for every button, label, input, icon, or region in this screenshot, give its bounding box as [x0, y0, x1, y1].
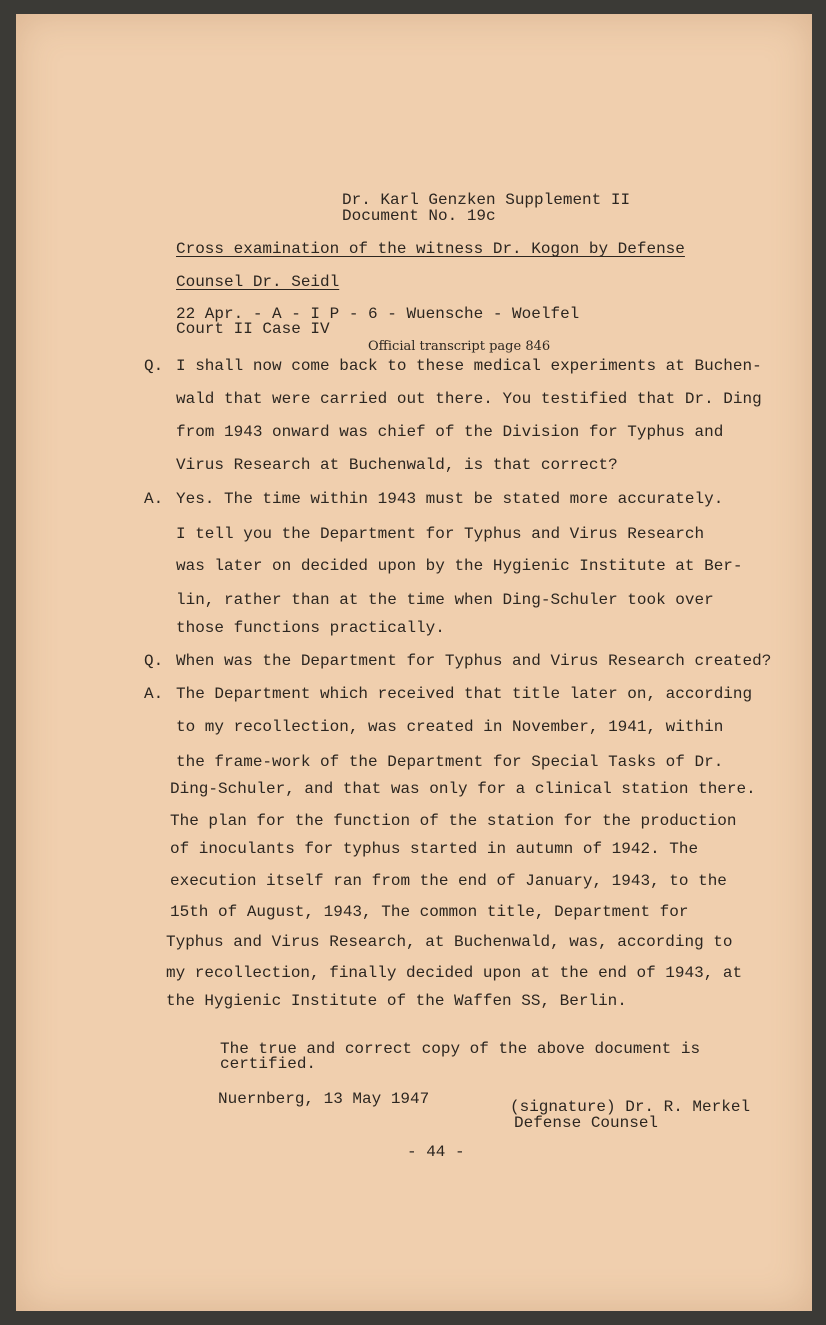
a2-line-9: Typhus and Virus Research, at Buchenwald, was, according to	[166, 933, 733, 951]
q1-line-2: wald that were carried out there. You testified that Dr. Ding	[176, 390, 762, 408]
signature-line: (signature) Dr. R. Merkel	[510, 1098, 751, 1116]
document-title-line-1: Cross examination of the witness Dr. Kogon by Defense	[176, 240, 685, 258]
a2-label: A.	[144, 685, 164, 703]
q1-line-1: I shall now come back to these medical experiments at Buchen-	[176, 357, 762, 375]
a2-line-7: execution itself ran from the end of January, 1943, to the	[170, 872, 727, 890]
header-line-2: Document No. 19c	[342, 207, 496, 225]
place-and-date: Nuernberg, 13 May 1947	[218, 1090, 430, 1108]
a2-line-1: The Department which received that title later on, according	[176, 685, 753, 703]
a1-line-1: Yes. The time within 1943 must be stated more accurately.	[176, 490, 724, 508]
q1-line-4: Virus Research at Buchenwald, is that correct?	[176, 456, 618, 474]
a2-line-4: Ding-Schuler, and that was only for a clinical station there.	[170, 780, 756, 798]
a1-line-2: I tell you the Department for Typhus and Virus Research	[176, 525, 705, 543]
a2-line-8: 15th of August, 1943, The common title, Department for	[170, 903, 689, 921]
header-line-1: Dr. Karl Genzken Supplement II	[342, 191, 631, 209]
session-line-2: Court II Case IV	[176, 320, 330, 338]
handwritten-transcript-note: Official transcript page 846	[368, 339, 551, 354]
a2-line-6: of inoculants for typhus started in autumn of 1942. The	[170, 840, 699, 858]
page-number: - 44 -	[407, 1143, 465, 1161]
q2-label: Q.	[144, 652, 164, 670]
certification-line-1: The true and correct copy of the above document is	[220, 1040, 701, 1058]
a1-line-5: those functions practically.	[176, 619, 445, 637]
signatory-role: Defense Counsel	[514, 1114, 659, 1132]
a2-line-5: The plan for the function of the station for the production	[170, 812, 737, 830]
q2-line-1: When was the Department for Typhus and Virus Research created?	[176, 652, 772, 670]
session-line-1: 22 Apr. - A - I P - 6 - Wuensche - Woelfel	[176, 305, 580, 323]
a2-line-3: the frame-work of the Department for Special Tasks of Dr.	[176, 753, 724, 771]
a2-line-2: to my recollection, was created in November, 1941, within	[176, 718, 724, 736]
document-title-line-2: Counsel Dr. Seidl	[176, 273, 340, 291]
a1-label: A.	[144, 490, 164, 508]
a1-line-3: was later on decided upon by the Hygienic Institute at Ber-	[176, 557, 743, 575]
a2-line-11: the Hygienic Institute of the Waffen SS, Berlin.	[166, 992, 627, 1010]
a2-line-10: my recollection, finally decided upon at the end of 1943, at	[166, 964, 743, 982]
q1-line-3: from 1943 onward was chief of the Division for Typhus and	[176, 423, 724, 441]
certification-line-2: certified.	[220, 1055, 317, 1073]
a1-line-4: lin, rather than at the time when Ding-Schuler took over	[176, 591, 714, 609]
q1-label: Q.	[144, 357, 164, 375]
